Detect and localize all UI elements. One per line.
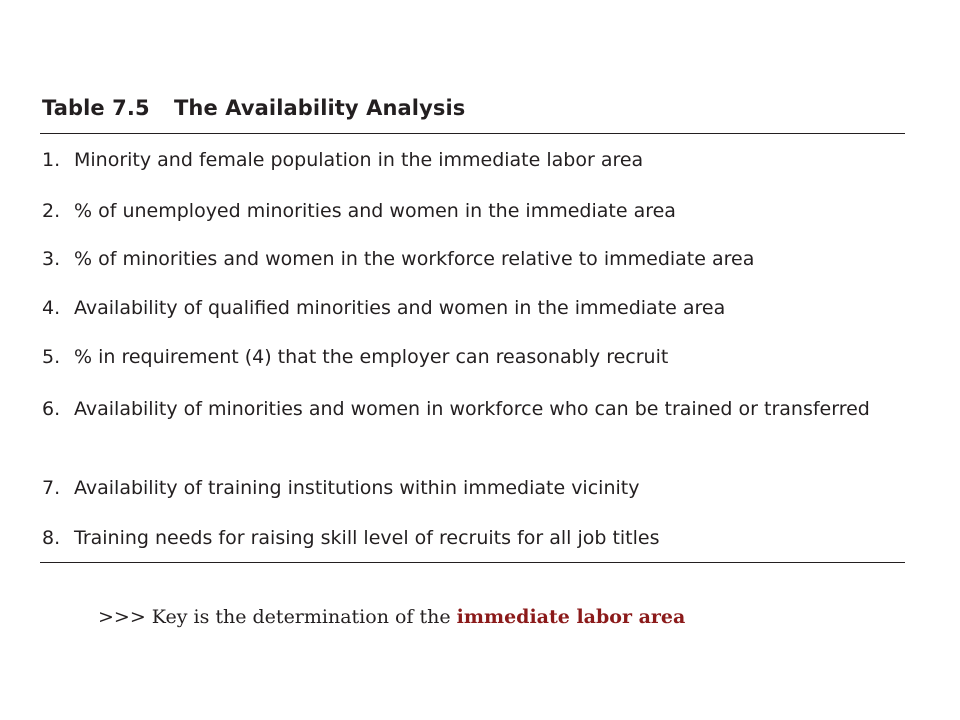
list-item-number: 2.: [42, 200, 61, 222]
list-item-text: Training needs for raising skill level of recruits for all job titles: [74, 527, 660, 549]
list-item-text: % in requirement (4) that the employer can reasonably recruit: [74, 346, 669, 368]
list-item: [42, 395, 874, 423]
list-item-number: 5.: [42, 346, 61, 368]
list-item: [42, 245, 894, 273]
list-item-number: 4.: [42, 297, 61, 319]
list-item: [42, 294, 894, 322]
list-item: [42, 146, 894, 174]
table-heading: [42, 96, 465, 120]
list-item: [42, 343, 894, 371]
list-item-number: 6.: [42, 398, 61, 420]
list-item-number: 8.: [42, 527, 61, 549]
list-item: [42, 524, 894, 552]
list-item-text: Availability of qualified minorities and women in the immediate area: [74, 297, 726, 319]
table-number: Table 7.5: [42, 96, 150, 120]
list-item-text: Availability of minorities and women in workforce who can be trained or transferred: [74, 398, 870, 420]
list-item: [42, 474, 894, 502]
list-item-number: 1.: [42, 149, 61, 171]
key-note: [98, 606, 685, 628]
list-item-text: Minority and female population in the immediate labor area: [74, 149, 644, 171]
table-bottom-rule: [40, 562, 905, 563]
list-item-number: 7.: [42, 477, 61, 499]
table-title: The Availability Analysis: [174, 96, 466, 120]
list-item: [42, 197, 894, 225]
list-item-number: 3.: [42, 248, 61, 270]
table-top-rule: [40, 133, 905, 134]
list-item-text: Availability of training institutions within immediate vicinity: [74, 477, 640, 499]
key-note-prefix: >>> Key is the determination of the: [98, 606, 457, 628]
key-note-highlight: immediate labor area: [456, 606, 686, 628]
list-item-text: % of minorities and women in the workforce relative to immediate area: [74, 248, 755, 270]
list-item-text: % of unemployed minorities and women in the immediate area: [74, 200, 676, 222]
